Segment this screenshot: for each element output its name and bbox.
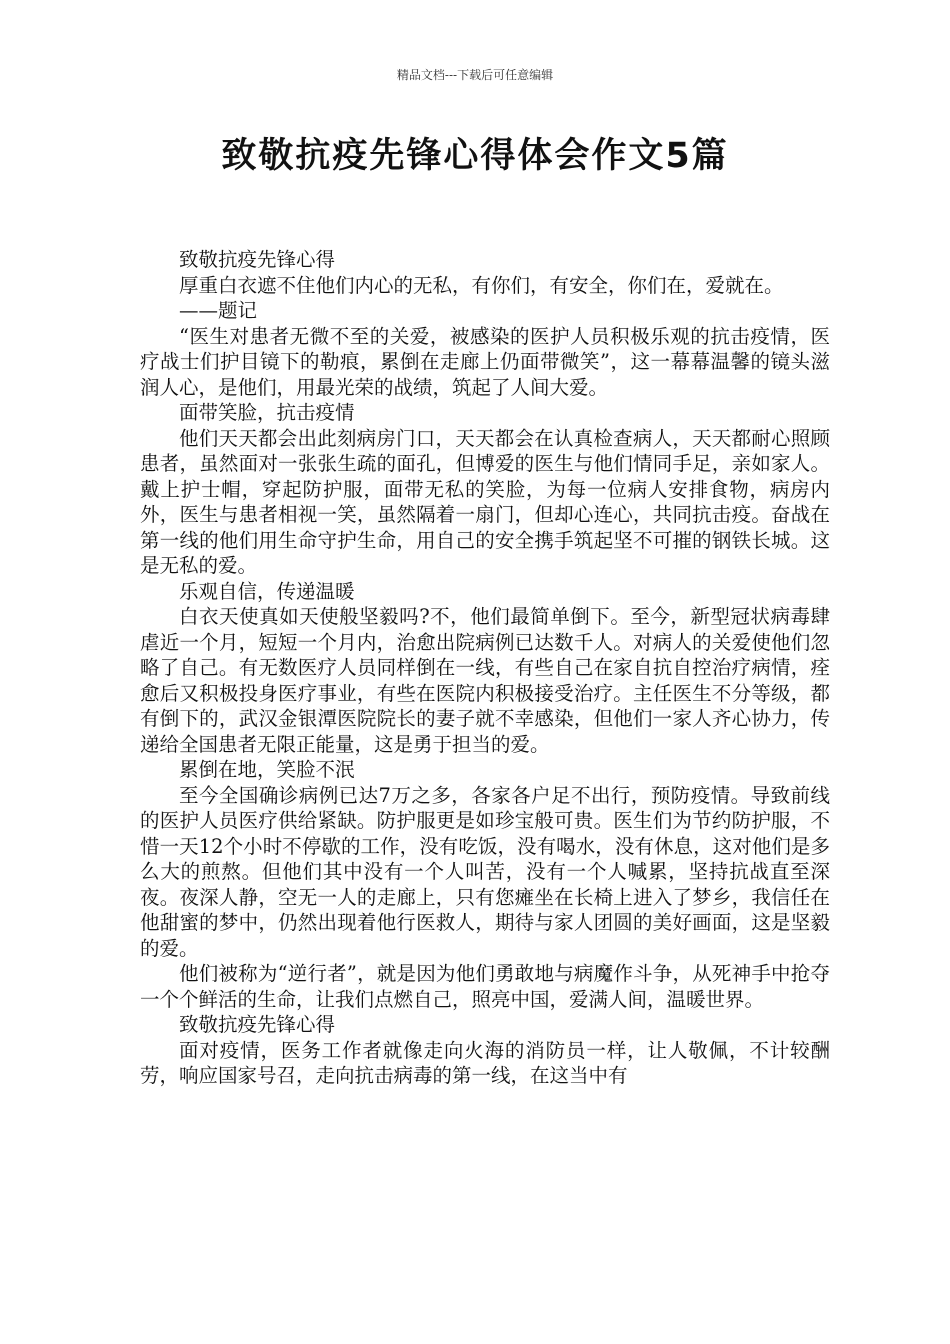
paragraph: “医生对患者无微不至的关爱，被感染的医护人员积极乐观的抗击疫情，医疗战士们护目镜下的勒痕，累倒在走廊上仍面带微笑”，这一幕幕温馨的镜头滋润人心，是他们，用最光荣的战绩，筑起了人间大爱。 bbox=[140, 324, 830, 399]
document-title: 致敬抗疫先锋心得体会作文5篇 bbox=[221, 136, 729, 176]
subheading: 致敬抗疫先锋心得 bbox=[179, 1013, 336, 1036]
subheading: 乐观自信，传递温暖 bbox=[179, 579, 355, 603]
paragraph: 他们天天都会出此刻病房门口，天天都会在认真检查病人，天天都耐心照顾患者，虽然面对一张张生疏的面孔，但博爱的医生与他们情同手足，亲如家人。戴上护士帽，穿起防护服，面带无私的笑脸，为每一位病人安排食物，病房内外，医生与患者相视一笑，虽然隔着一扇门，但却心连心，共同抗击疫。奋战在第一线的他们用生命守护生命，用自己的安全携手筑起坚不可摧的钢铁长城。这是无私的爱。 bbox=[140, 426, 830, 577]
subheading: 面带笑脸，抗击疫情 bbox=[179, 401, 355, 424]
subheading: 致敬抗疫先锋心得 bbox=[179, 248, 336, 271]
paragraph: 面对疫情，医务工作者就像走向火海的消防员一样，让人敬佩，不计较酬劳，响应国家号召，走向抗击病毒的第一线，在这当中有 bbox=[140, 1038, 830, 1087]
paragraph: 白衣天使真如天使般坚毅吗?不，他们最简单倒下。至今，新型冠状病毒肆虐近一个月，短短一个月内，治愈出院病例已达数千人。对病人的关爱使他们忽略了自己。有无数医疗人员同样倒在一线，有些自己在家自抗自控治疗病情，痊愈后又积极投身医疗事业，有些在医院内积极接受治疗。主任医生不分等级，都有倒下的，武汉金银潭医院院长的妻子就不幸感染，但他们一家人齐心协力，传递给全国患者无限正能量，这是勇于担当的爱。 bbox=[140, 605, 830, 756]
paragraph: 厚重白衣遮不住他们内心的无私，有你们，有安全，你们在，爱就在。 bbox=[179, 273, 784, 297]
paragraph: 他们被称为“逆行者”，就是因为他们勇敢地与病魔作斗争，从死神手中抢夺一个个鲜活的生命，让我们点燃自己，照亮中国，爱满人间，温暖世界。 bbox=[140, 962, 830, 1011]
header-note: 精品文档---下载后可任意编辑 bbox=[396, 68, 554, 82]
document-body bbox=[140, 247, 830, 1089]
paragraph: 至今全国确诊病例已达7万之多，各家各户足不出行，预防疫情。导致前线的医护人员医疗供给紧缺。防护服更是如珍宝般可贵。医生们为节约防护服，不惜一天12个小时不停歇的工作，没有吃饭，没有喝水，没有休息，这对他们是多么大的煎熬。但他们其中没有一个人叫苦，没有一个人喊累，坚持抗战直至深夜。夜深人静，空无一人的走廊上，只有您瘫坐在长椅上进入了梦乡，我信任在他甜蜜的梦中，仍然出现着他行医救人，期待与家人团圆的美好画面，这是坚毅的爱。 bbox=[140, 783, 830, 960]
epigraph-attribution: ——题记 bbox=[179, 299, 258, 322]
subheading: 累倒在地，笑脸不泯 bbox=[179, 758, 355, 781]
